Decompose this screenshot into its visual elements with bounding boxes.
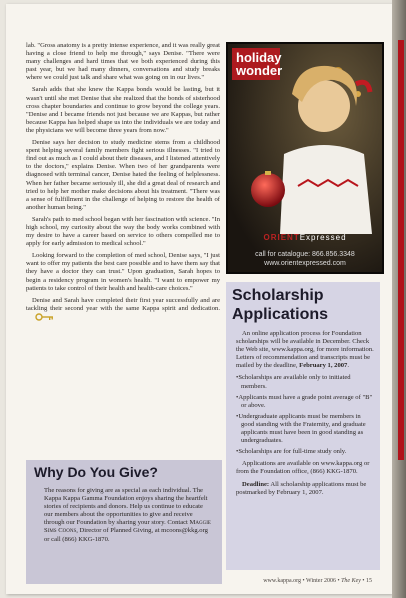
ad-brand-a: ORIENT: [263, 233, 300, 242]
article-paragraph: lab. "Gross anatomy is a pretty intense experience, and it was really great having a close friend to help me through," says Denise. "There were many challenges and hard times that we both experienced during this past year, but we had many dinners, conversations and study breaks where we could just talk and share what was going on in our lives.": [26, 42, 220, 82]
why-give-box: [26, 460, 222, 584]
ad-brand-b: Expressed: [299, 233, 347, 242]
page-number: • 15: [360, 578, 372, 584]
key-icon: [29, 313, 55, 324]
binding-red-stripe: [398, 40, 404, 460]
scholarship-intro-end: .: [347, 362, 349, 370]
list-item: • Applicants must have a grade point average of "B" or above.: [236, 394, 374, 410]
ad-title: [232, 48, 283, 80]
article-paragraph: Denise says her decision to study medicine stems from a childhood spent helping several family members fight serious illnesses. "I tried to find out as much as I could about their diseases, and I listened attentively to the doctors," explains Denise. When two of her grandparents were diagnosed with terminal cancer, Denise hated the feeling of helplessness. When her father became seriously ill, she did a great deal of research and tried to help her mother make decisions about his treatment. "There was a sense of fulfillment in the challenge of helping to restore the health of another human being.": [26, 139, 220, 211]
page-footer: [263, 578, 372, 584]
why-give-title: Why Do You Give?: [34, 464, 158, 480]
ad-title-line: wonder: [236, 63, 283, 78]
deadline-text: All scholarship applications must be postmarked by February 1, 2007.: [236, 480, 367, 496]
article-paragraph: Sarah adds that she knew the Kappa bonds would be lasting, but it wasn't until she met Denise that she realized that the bonds of sisterhood cross chapter boundaries and continue to grow beyond the college years. "Denise and I became friends not just because we are Kappas, but rather because Kappa has helped shape us into the individuals we are today and the physicians we will become three years from now.": [26, 86, 220, 134]
scholarship-box: [226, 282, 380, 570]
ad-footer: [228, 250, 382, 268]
list-item: • Scholarships are for full-time study only.: [236, 448, 374, 456]
article-paragraph-text: Denise and Sarah have completed their first year successfully and are tackling their second year with the same Kappa spirit and dedication.: [26, 296, 220, 312]
article-paragraph: Looking forward to the completion of med school, Denise says, "I just want to offer my patients the best care possible and to have them say that they have a doctor they can trust." Upon graduation, Sarah hopes to begin a residency program in women's health. "I want to empower my patients to take control of their health and health-care choices.": [26, 252, 220, 292]
why-give-text: The reasons for giving are as special as each individual. The Kappa Kappa Gamma Foundation enjoys sharing the heartfelt stories of recipients and donors. Help us continue to educate our members about the opportunities to give and receive through our Foundation by sharing your story. Contact: [44, 487, 208, 527]
orient-expressed-ad: [226, 42, 384, 274]
contact-name: Maggie Sims Coons: [44, 519, 211, 535]
ad-title-line: holiday: [236, 50, 282, 65]
why-give-contact: , Director of Planned Giving, at mcoons@kkg.org or call (866) KKG-1870.: [44, 527, 208, 543]
ad-url[interactable]: www.orientexpressed.com: [264, 260, 346, 267]
scholarship-body: [236, 330, 374, 501]
why-give-body: [44, 487, 212, 544]
scholarship-intro: [236, 330, 374, 370]
article-column: [26, 42, 220, 328]
article-paragraph: Sarah's path to med school began with her fascination with science. "In high school, my curiosity about the way the body works combined with my desire to have a career based on service to others compelled me to apply for early admission to medical school.": [26, 215, 220, 248]
deadline-label: Deadline:: [242, 480, 270, 488]
scholarship-title: Scholarship Applications: [232, 287, 329, 323]
scholarship-availability: Applications are available on www.kappa.org or from the Foundation office, (866) KKG-1870.: [236, 460, 370, 476]
footer-magazine-name: The Key: [341, 578, 361, 584]
scholarship-deadline-date: February 1, 2007: [299, 362, 348, 370]
footer-site-date: www.kappa.org • Winter 2006 •: [263, 578, 342, 584]
list-item: • Scholarships are available only to initiated members.: [236, 374, 374, 390]
list-item: • Undergraduate applicants must be members in good standing with the Fraternity, and graduate applicants must have been in good standing as undergraduates.: [236, 413, 374, 445]
scholarship-requirements: [236, 374, 374, 456]
magazine-page: [6, 4, 392, 594]
scholarship-intro-text: An online application process for Foundation scholarships will be available in December. Check the Web site, www.kappa.org, for more information. Letters of recommendation and transcripts must be mailed by the deadline,: [236, 330, 374, 370]
scholarship-deadline: [236, 481, 374, 497]
article-paragraph-last: [26, 297, 220, 324]
ad-catalogue-phone: call for catalogue: 866.856.3348: [255, 251, 355, 258]
ad-brand: [228, 233, 382, 242]
